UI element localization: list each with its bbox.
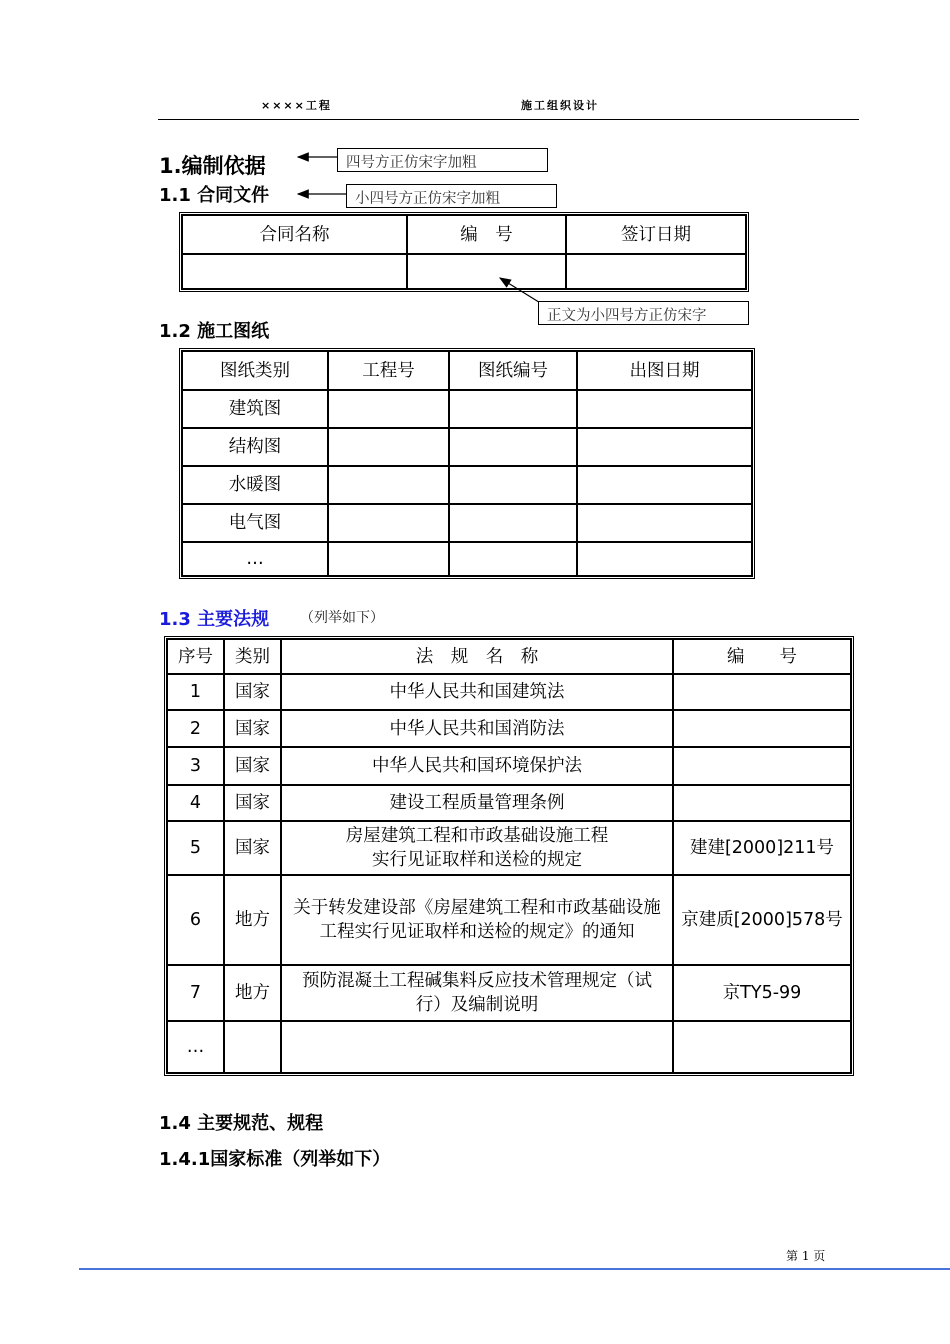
- table-cell: [328, 390, 449, 428]
- header-cell: 编 号: [673, 639, 851, 674]
- table-cell: 1: [167, 674, 224, 710]
- section-1-3-note: （列举如下）: [300, 610, 384, 626]
- table-cell: 建筑图: [182, 390, 328, 428]
- header-cell: 序号: [167, 639, 224, 674]
- header-cell: 图纸编号: [449, 351, 577, 390]
- table-cell: [673, 710, 851, 747]
- table-header-row: [167, 639, 851, 674]
- table-cell: 国家: [224, 674, 281, 710]
- section-1-1-heading: 1.1 合同文件: [159, 185, 270, 206]
- table-row: [182, 504, 752, 542]
- table-cell: [577, 390, 752, 428]
- table-cell: 中华人民共和国建筑法: [281, 674, 673, 710]
- drawing-table: [179, 348, 755, 579]
- table-cell: [449, 542, 577, 576]
- header-doc-title: 施工组织设计: [521, 99, 599, 112]
- table-row: [182, 390, 752, 428]
- table-row: [182, 254, 746, 289]
- table-cell: [328, 466, 449, 504]
- header-cell: 签订日期: [566, 215, 746, 254]
- table-cell: [328, 542, 449, 576]
- table-header-row: [182, 215, 746, 254]
- contract-table: [179, 212, 749, 292]
- table-cell: 京建质[2000]578号: [673, 875, 851, 965]
- table-cell: 建设工程质量管理条例: [281, 785, 673, 821]
- table-cell: 地方: [224, 965, 281, 1021]
- table-cell: [673, 747, 851, 785]
- footer-rule: [79, 1268, 950, 1270]
- section-1-3-heading: 1.3 主要法规: [159, 609, 270, 630]
- callout-font-heading1: 四号方正仿宋字加粗: [337, 148, 548, 172]
- header-project: ××××工程: [261, 99, 332, 112]
- section-1-4-heading: 1.4 主要规范、规程: [159, 1113, 324, 1134]
- table-row: [167, 965, 851, 1021]
- table-row: [182, 466, 752, 504]
- table-cell: [673, 1021, 851, 1073]
- table-cell: 结构图: [182, 428, 328, 466]
- table-cell: …: [167, 1021, 224, 1073]
- section-1-2-heading: 1.2 施工图纸: [159, 321, 270, 342]
- table-cell: 电气图: [182, 504, 328, 542]
- table-row: [167, 710, 851, 747]
- table-cell: [577, 504, 752, 542]
- table-cell: [577, 542, 752, 576]
- table-row: [182, 428, 752, 466]
- table-cell: 关于转发建设部《房屋建筑工程和市政基础设施工程实行见证取样和送检的规定》的通知: [281, 875, 673, 965]
- callout-font-heading2: 小四号方正仿宋字加粗: [346, 184, 557, 208]
- table-cell: 2: [167, 710, 224, 747]
- table-cell: 国家: [224, 747, 281, 785]
- table-cell: 3: [167, 747, 224, 785]
- header-cell: 图纸类别: [182, 351, 328, 390]
- table-cell: 中华人民共和国消防法: [281, 710, 673, 747]
- table-cell: [328, 504, 449, 542]
- table-cell: [449, 504, 577, 542]
- table-row: [167, 821, 851, 875]
- section-1-4-1-heading: 1.4.1国家标准（列举如下）: [159, 1149, 391, 1170]
- table-cell: 水暖图: [182, 466, 328, 504]
- table-cell: 6: [167, 875, 224, 965]
- table-row: [182, 542, 752, 576]
- header-cell: 编 号: [407, 215, 566, 254]
- table-cell: [673, 785, 851, 821]
- table-cell: 地方: [224, 875, 281, 965]
- table-cell: 7: [167, 965, 224, 1021]
- table-cell: [577, 466, 752, 504]
- table-cell: [328, 428, 449, 466]
- table-cell: 4: [167, 785, 224, 821]
- law-table: [164, 636, 854, 1076]
- table-cell: 国家: [224, 821, 281, 875]
- table-cell: [449, 390, 577, 428]
- table-cell: …: [182, 542, 328, 576]
- table-cell: 中华人民共和国环境保护法: [281, 747, 673, 785]
- table-row: [167, 747, 851, 785]
- table-cell: 国家: [224, 785, 281, 821]
- callout-font-body: 正文为小四号方正仿宋字: [538, 301, 749, 325]
- table-cell: [281, 1021, 673, 1073]
- table-cell: [566, 254, 746, 289]
- header-cell: 工程号: [328, 351, 449, 390]
- table-cell: [449, 466, 577, 504]
- table-cell: 房屋建筑工程和市政基础设施工程 实行见证取样和送检的规定: [281, 821, 673, 875]
- table-cell: [449, 428, 577, 466]
- table-cell: 建建[2000]211号: [673, 821, 851, 875]
- table-cell: 预防混凝土工程碱集料反应技术管理规定（试行）及编制说明: [281, 965, 673, 1021]
- table-row: [167, 674, 851, 710]
- table-cell: [673, 674, 851, 710]
- header-cell: 类别: [224, 639, 281, 674]
- table-cell: 国家: [224, 710, 281, 747]
- table-row: [167, 875, 851, 965]
- table-header-row: [182, 351, 752, 390]
- table-cell: [407, 254, 566, 289]
- header-cell: 法 规 名 称: [281, 639, 673, 674]
- page-number: 第 1 页: [786, 1249, 826, 1263]
- table-row: [167, 1021, 851, 1073]
- table-row: [167, 785, 851, 821]
- table-cell: 京TY5-99: [673, 965, 851, 1021]
- table-cell: [224, 1021, 281, 1073]
- section-1-heading: 1.编制依据: [159, 154, 266, 178]
- table-cell: [182, 254, 407, 289]
- table-cell: 5: [167, 821, 224, 875]
- header-cell: 出图日期: [577, 351, 752, 390]
- table-cell: [577, 428, 752, 466]
- header-cell: 合同名称: [182, 215, 407, 254]
